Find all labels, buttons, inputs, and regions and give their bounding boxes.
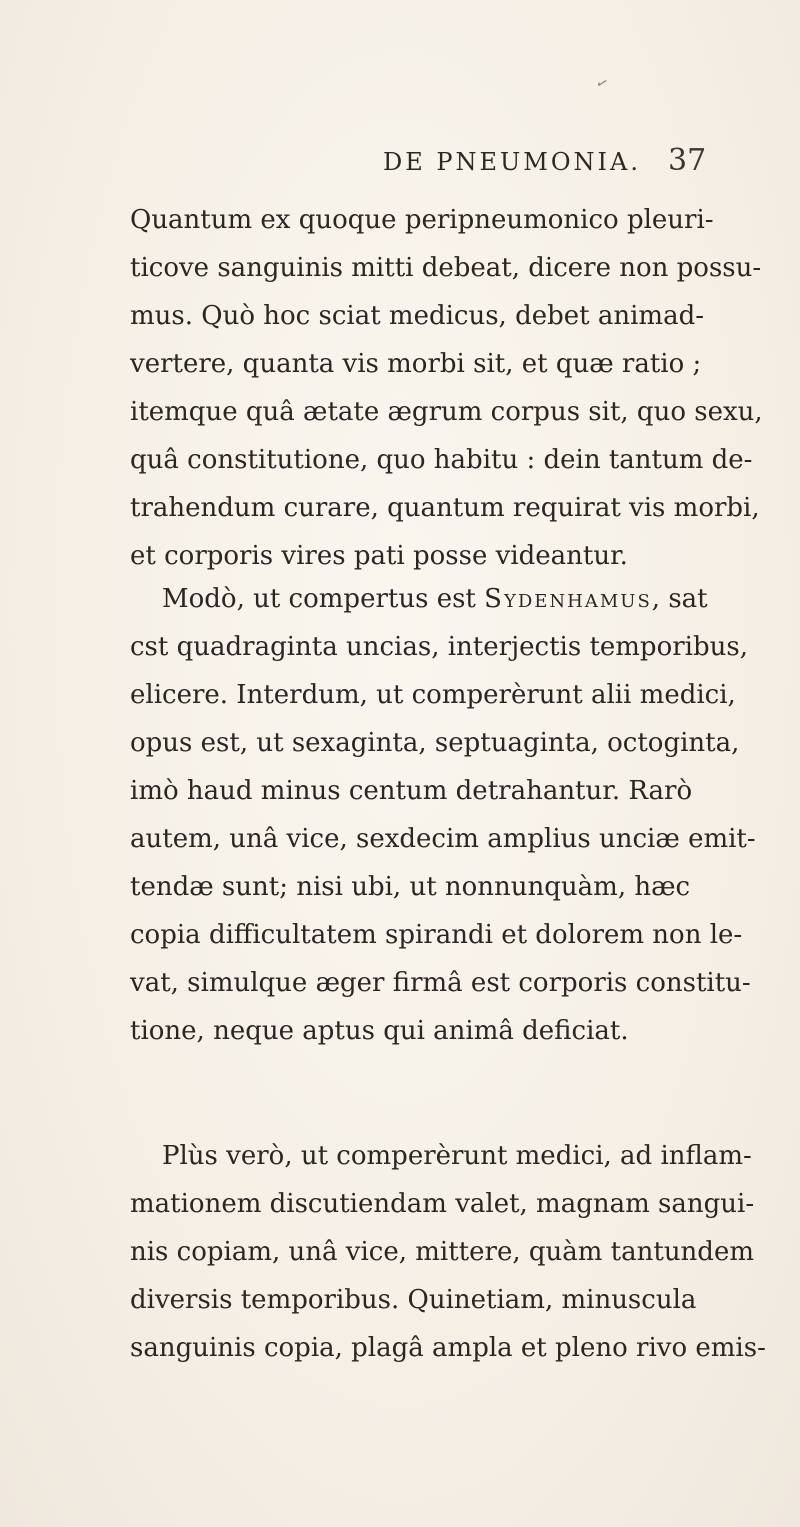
text-line: diversis temporibus. Quinetiam, minuscula [130,1285,697,1315]
running-head-title: DE PNEUMONIA. [383,148,641,176]
text-fragment: , sat [651,584,708,614]
text-fragment: Modò, ut compertus est [162,584,485,614]
text-line: Plùs verò, ut comperèrunt medici, ad inflam- [162,1141,752,1171]
text-line: mationem discutiendam valet, magnam sangui- [130,1189,755,1219]
text-line: Quantum ex quoque peripneumonico pleuri- [130,205,714,235]
text-line: sanguinis copia, plagâ ampla et pleno rivo emis- [130,1333,766,1363]
paragraph-1 [130,196,763,580]
text-line: tendæ sunt; nisi ubi, ut nonnunquàm, hæc [130,872,691,902]
author-name: Sydenhamus [484,584,652,614]
text-line: mus. Quò hoc sciat medicus, debet animad- [130,301,705,331]
pencil-mark: ✓ [593,74,611,94]
text-line: opus est, ut sexaginta, septuaginta, octoginta, [130,728,740,758]
text-line: imò haud minus centum detrahantur. Rarò [130,776,693,806]
text-line: elicere. Interdum, ut comperèrunt alii medici, [130,680,736,710]
text-line: autem, unâ vice, sexdecim amplius unciæ emit- [130,824,756,854]
text-line: cst quadraginta uncias, interjectis temporibus, [130,632,748,662]
page-number: 37 [668,143,707,178]
paragraph-3 [130,1132,766,1372]
text-line: et corporis vires pati posse videantur. [130,541,628,571]
text-line: vertere, quanta vis morbi sit, et quæ ratio ; [130,349,702,379]
text-line-first [130,575,708,623]
text-line: itemque quâ ætate ægrum corpus sit, quo sexu, [130,397,763,427]
text-line: copia difficultatem spirandi et dolorem non le- [130,920,743,950]
text-line: trahendum curare, quantum requirat vis morbi, [130,493,760,523]
text-line: quâ constitutione, quo habitu : dein tantum de- [130,445,753,475]
text-line: vat, simulque æger firmâ est corporis constitu- [130,968,751,998]
text-line: nis copiam, unâ vice, mittere, quàm tantundem [130,1237,754,1267]
text-line: tione, neque aptus qui animâ deficiat. [130,1016,629,1046]
paragraph-2 [130,575,756,1055]
text-line: ticove sanguinis mitti debeat, dicere non possu- [130,253,762,283]
